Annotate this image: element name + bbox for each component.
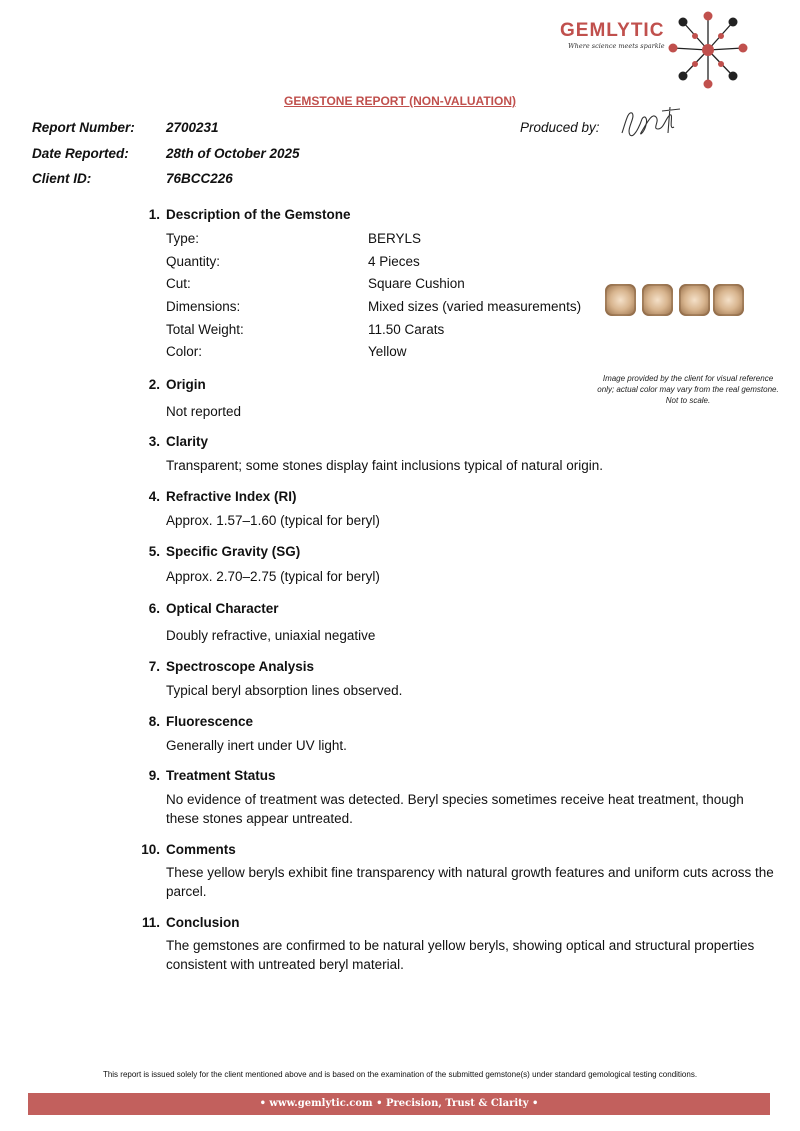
field-label: Total Weight: [166, 322, 244, 337]
gemstone-photo [605, 284, 636, 316]
section-body: Not reported [166, 404, 242, 419]
report-number-label: Report Number: [32, 120, 135, 135]
client-label: Client ID: [32, 171, 92, 186]
field-value: 4 Pieces [368, 254, 420, 269]
section-body: Typical beryl absorption lines observed. [166, 683, 403, 698]
field-value: BERYLS [368, 231, 422, 246]
gemstone-photo [642, 284, 673, 316]
section-title: Refractive Index (RI) [166, 489, 297, 504]
field-label: Cut: [166, 276, 191, 291]
section-title: Treatment Status [166, 768, 276, 783]
section-number: 9. [148, 768, 160, 783]
section-body: Generally inert under UV light. [166, 738, 347, 753]
section-title: Conclusion [166, 915, 240, 930]
section-number: 5. [148, 544, 160, 559]
date-label: Date Reported: [32, 146, 129, 161]
section-title: Specific Gravity (SG) [166, 544, 301, 559]
brand-tagline: Where science meets sparkle [568, 42, 665, 50]
gemstone-photo [679, 284, 710, 316]
field-value: 11.50 Carats [368, 322, 445, 337]
section-body: No evidence of treatment was detected. Beryl species sometimes receive heat treatment, though these stones appear untreated. [166, 792, 744, 826]
produced-by-label: Produced by: [520, 120, 600, 135]
report-title: GEMSTONE REPORT (NON-VALUATION) [284, 94, 516, 108]
section-body: Transparent; some stones display faint inclusions typical of natural origin. [166, 458, 603, 473]
section-number: 10. [141, 842, 160, 857]
section-number: 3. [148, 434, 160, 449]
footer-band: • www.gemlytic.com • Precision, Trust & Clarity • [28, 1093, 770, 1115]
image-caption: Image provided by the client for visual reference only; actual color may vary from the real gemstone. Not to scale. [597, 374, 779, 405]
field-value: Yellow [368, 344, 407, 359]
gemstone-image [603, 284, 745, 318]
field-value: Mixed sizes (varied measurements) [368, 299, 582, 314]
section-body: Approx. 2.70–2.75 (typical for beryl) [166, 569, 380, 584]
date-value: 28th of October 2025 [166, 146, 300, 161]
gemstone-photo [713, 284, 744, 316]
report-number-value: 2700231 [166, 120, 219, 135]
section-title: Fluorescence [166, 714, 254, 729]
section-title: Description of the Gemstone [166, 207, 351, 222]
section-number: 6. [148, 601, 160, 616]
section-number: 7. [148, 659, 160, 674]
client-id-value: 76BCC226 [166, 171, 233, 186]
section-number: 8. [148, 714, 160, 729]
section-number: 11. [141, 915, 160, 930]
brand-logo [560, 10, 760, 90]
section-number: 2. [148, 377, 160, 392]
field-label: Quantity: [166, 254, 221, 269]
section-number: 4. [148, 489, 160, 504]
section-body: The gemstones are confirmed to be natural yellow beryls, showing optical and structural properties consistent with untreated beryl material. [166, 938, 755, 972]
section-title: Origin [166, 377, 206, 392]
field-label: Dimensions: [166, 299, 241, 314]
gem-network-icon [663, 10, 753, 90]
section-title: Optical Character [166, 601, 279, 616]
field-label: Type: [166, 231, 200, 246]
section-title: Comments [166, 842, 236, 857]
section-title: Clarity [166, 434, 209, 449]
section-body: Approx. 1.57–1.60 (typical for beryl) [166, 513, 380, 528]
brand-name: GEMLYTIC [560, 20, 665, 41]
section-body: Doubly refractive, uniaxial negative [166, 628, 376, 643]
footer-disclaimer: This report is issued solely for the client mentioned above and is based on the examination of the submitted gemstone(s) under standard gemological testing conditions. [102, 1070, 698, 1079]
section-body: These yellow beryls exhibit fine transparency with natural growth features and uniform cuts across the parcel. [166, 865, 774, 899]
field-value: Square Cushion [368, 276, 465, 291]
signature [618, 103, 688, 143]
field-label: Color: [166, 344, 203, 359]
section-number: 1. [148, 207, 160, 222]
section-title: Spectroscope Analysis [166, 659, 315, 674]
